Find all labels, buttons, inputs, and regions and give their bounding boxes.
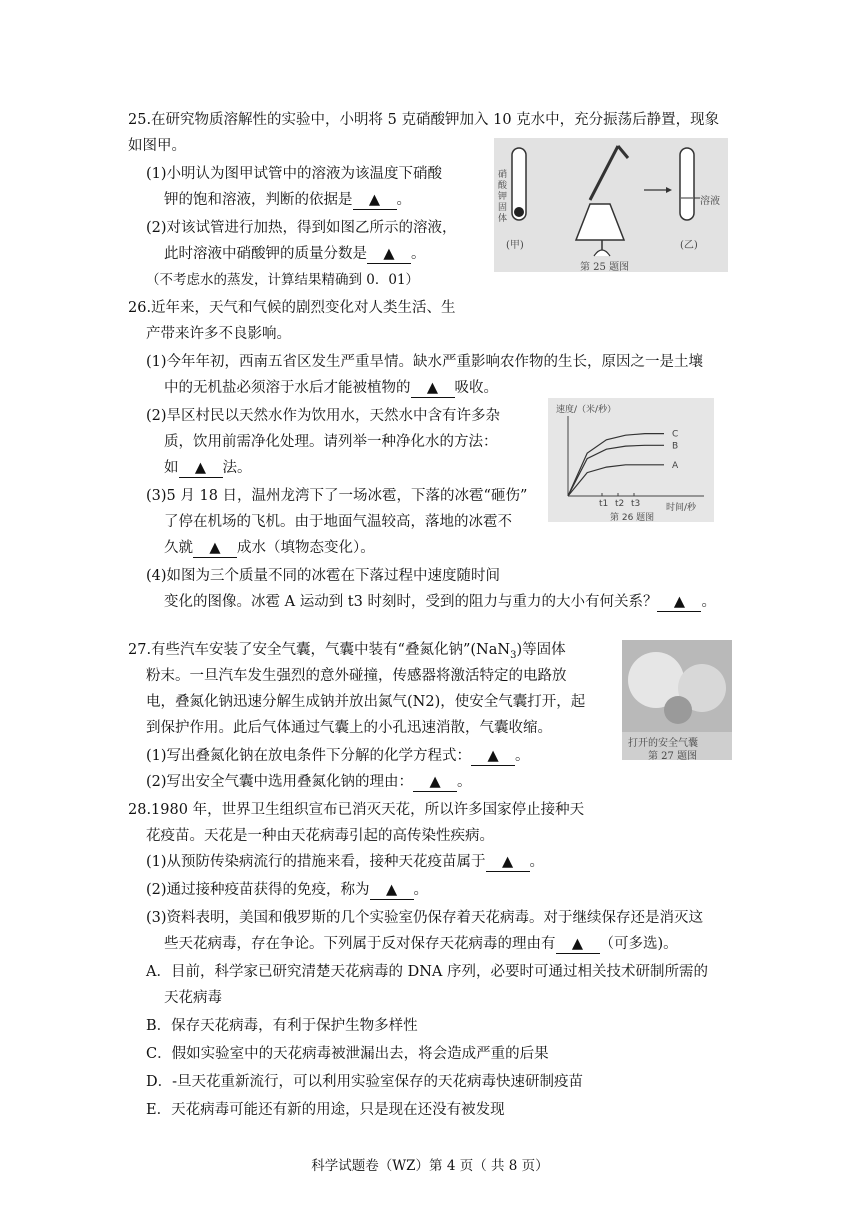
q28-option-c: C．假如实验室中的天花病毒被泄漏出去，将会造成严重的后果 — [146, 1046, 549, 1062]
answer-blank[interactable]: ▲ — [657, 594, 701, 612]
q26-sub2-b: 质，饮用前需净化处理。请列举一种净化水的方法： — [164, 434, 498, 450]
q26-line2: 产带来许多不良影响。 — [146, 326, 291, 342]
q28-sub3-a: (3)资料表明，美国和俄罗斯的几个实验室仍保存着天花病毒。对于继续保存还是消灭这 — [146, 910, 704, 926]
q25-sub1-b: 钾的饱和溶液，判断的依据是 ▲ 。 — [164, 192, 411, 208]
q28-sub2: (2)通过接种疫苗获得的免疫，称为 ▲ 。 — [146, 882, 429, 898]
chart-tick-label-t1: t1 — [599, 499, 609, 509]
airbag-caption: 打开的安全气囊 — [628, 738, 698, 749]
q28-option-d: D．-旦天花重新流行，可以利用实验室保存的天花病毒快速研制疫苗 — [146, 1074, 584, 1090]
answer-blank[interactable]: ▲ — [353, 192, 397, 210]
q26-chart — [548, 398, 714, 522]
answer-blank[interactable]: ▲ — [486, 854, 530, 872]
airbag-photo — [622, 640, 732, 760]
q25-sub2-a: (2)对该试管进行加热，得到如图乙所示的溶液， — [146, 220, 457, 236]
q27-sub1: (1)写出叠氮化钠在放电条件下分解的化学方程式： ▲ 。 — [146, 748, 530, 764]
answer-blank[interactable]: ▲ — [193, 540, 237, 558]
q28-option-a: A．目前，科学家已研究清楚天花病毒的 DNA 序列，必要时可通过相关技术研制所需的 — [146, 964, 708, 980]
q26-sub4-b: 变化的图像。冰雹 A 运动到 t3 时刻时，受到的阻力与重力的大小有何关系？ ▲ 。 — [164, 594, 716, 610]
q26-sub1-a: (1)今年年初，西南五省区发生严重旱情。缺水严重影响农作物的生长，原因之一是土壤 — [146, 354, 704, 370]
q26-sub2-c: 如 ▲ 法。 — [164, 460, 252, 476]
q25-figure — [494, 138, 728, 272]
airbag-figure-caption: 第 27 题图 — [648, 751, 698, 762]
fig-yi-label: (乙) — [680, 240, 698, 251]
chart-line-b — [568, 445, 664, 496]
fig-solution-label: 溶液 — [700, 196, 720, 207]
q25-figure-drawing — [494, 138, 728, 272]
chart-line-a — [568, 465, 664, 496]
chart-xlabel: 时间/秒 — [666, 503, 697, 513]
q27-line2: 粉末。一旦汽车发生强烈的意外碰撞，传感器将激活特定的电路放 — [146, 668, 567, 684]
q26-sub4-a: (4)如图为三个质量不同的冰雹在下落过程中速度随时间 — [146, 568, 501, 584]
velocity-time-chart — [548, 398, 714, 522]
tube-label: 硝酸钾固体 — [498, 170, 508, 224]
answer-blank[interactable]: ▲ — [367, 246, 411, 264]
q25-line2: 如图甲。 — [128, 138, 186, 154]
q25-line1: 25.在研究物质溶解性的实验中，小明将 5 克硝酸钾加入 10 克水中，充分振荡后静置，现象 — [128, 112, 720, 128]
chart-series-label-b: B — [672, 441, 679, 452]
q26-sub3-c: 久就 ▲ 成水（填物态变化）。 — [164, 540, 375, 556]
q28-option-a-cont: 天花病毒 — [164, 990, 222, 1006]
q27-line3: 电，叠氮化钠迅速分解生成钠并放出氮气(N2)，使安全气囊打开，起 — [146, 694, 586, 710]
q28-line2: 花疫苗。天花是一种由天花病毒引起的高传染性疾病。 — [146, 828, 494, 844]
chart-series-label-c: C — [672, 429, 679, 440]
answer-blank[interactable]: ▲ — [413, 774, 457, 792]
airbag-illustration — [622, 640, 732, 732]
chart-tick-label-t3: t3 — [631, 499, 641, 509]
q28-sub1: (1)从预防传染病流行的措施来看，接种天花疫苗属于 ▲ 。 — [146, 854, 545, 870]
chart-ylabel: 速度/（米/秒） — [556, 405, 617, 415]
answer-blank[interactable]: ▲ — [556, 936, 600, 954]
q25-sub2-b: 此时溶液中硝酸钾的质量分数是 ▲ 。 — [164, 246, 426, 262]
q26-sub3-a: (3)5 月 18 日，温州龙湾下了一场冰雹，下落的冰雹“砸伤” — [146, 488, 528, 504]
answer-blank[interactable]: ▲ — [411, 380, 455, 398]
q26-sub1-b: 中的无机盐必须溶于水后才能被植物的 ▲ 吸收。 — [164, 380, 498, 396]
answer-blank[interactable]: ▲ — [370, 882, 414, 900]
answer-blank[interactable]: ▲ — [471, 748, 515, 766]
q28-sub3-b: 些天花病毒，存在争论。下列属于反对保存天花病毒的理由有 ▲ （可多选)。 — [164, 936, 678, 952]
q26-sub2-a: (2)旱区村民以天然水作为饮用水，天然水中含有许多杂 — [146, 408, 501, 424]
q27-sub2: (2)写出安全气囊中选用叠氮化钠的理由： ▲ 。 — [146, 774, 472, 790]
chart-caption: 第 26 题图 — [610, 513, 655, 522]
q26-sub3-b: 了停在机场的飞机。由于地面气温较高，落地的冰雹不 — [164, 514, 512, 530]
fig-caption: 第 25 题图 — [580, 262, 630, 273]
answer-blank[interactable]: ▲ — [179, 460, 223, 478]
chart-series-label-a: A — [672, 460, 679, 471]
q25-note: （不考虑水的蒸发，计算结果精确到 0．01） — [146, 272, 420, 288]
q27-line4: 到保护作用。此后气体通过气囊上的小孔迅速消散，气囊收缩。 — [146, 720, 552, 736]
q27-line1: 27.有些汽车安装了安全气囊，气囊中装有“叠氮化钠”(NaN$_3$)等固体 — [128, 642, 566, 661]
fig-jia-label: (甲) — [506, 240, 524, 251]
page-footer: 科学试题卷（WZ）第 4 页（ 共 8 页） — [311, 1158, 549, 1174]
q28-option-e: E．天花病毒可能还有新的用途，只是现在还没有被发现 — [146, 1102, 505, 1118]
q25-sub1-a: (1)小明认为图甲试管中的溶液为该温度下硝酸 — [146, 166, 443, 182]
chart-tick-label-t2: t2 — [615, 499, 625, 509]
q28-line1: 28.1980 年，世界卫生组织宣布已消灭天花，所以许多国家停止接种天 — [128, 802, 585, 818]
q26-line1: 26.近年来，天气和气候的剧烈变化对人类生活、生 — [128, 300, 456, 316]
q28-option-b: B．保存天花病毒，有利于保护生物多样性 — [146, 1018, 418, 1034]
